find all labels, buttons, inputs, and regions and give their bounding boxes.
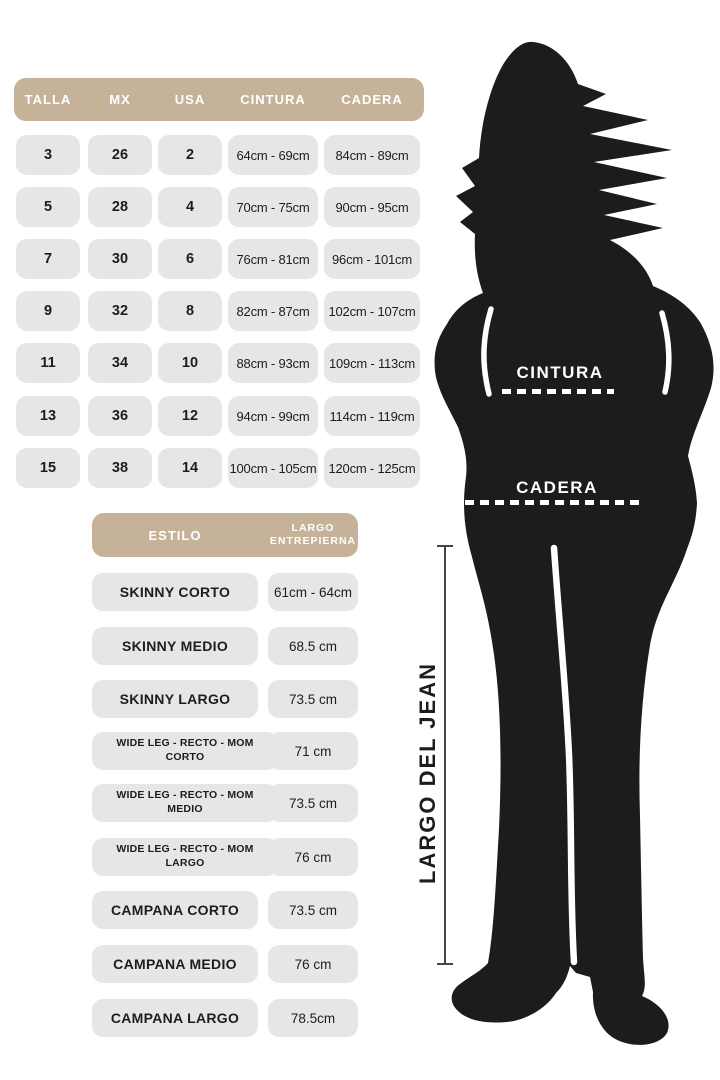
cadera-cell: 102cm - 107cm (324, 291, 420, 331)
largo-cell: 73.5 cm (268, 680, 358, 718)
usa-cell: 2 (158, 135, 222, 175)
style-header-largo-entrepierna: LARGO ENTREPIERNA (269, 521, 357, 547)
mx-cell: 34 (88, 343, 152, 383)
style-header-estilo: ESTILO (148, 527, 202, 543)
estilo-cell: WIDE LEG - RECTO - MOM MEDIO (92, 784, 278, 822)
estilo-cell: CAMPANA CORTO (92, 891, 258, 929)
cintura-cell: 82cm - 87cm (228, 291, 318, 331)
cintura-cell: 76cm - 81cm (228, 239, 318, 279)
cadera-cell: 96cm - 101cm (324, 239, 420, 279)
talla-cell: 15 (16, 448, 80, 488)
largo-cell: 68.5 cm (268, 627, 358, 665)
woman-silhouette (420, 0, 720, 1080)
talla-cell: 7 (16, 239, 80, 279)
largo-cell: 61cm - 64cm (268, 573, 358, 611)
largo-cell: 71 cm (268, 732, 358, 770)
measure-line-bottom-cap (437, 963, 453, 965)
cintura-cell: 64cm - 69cm (228, 135, 318, 175)
hip-label: CADERA (516, 478, 598, 497)
mx-cell: 36 (88, 396, 152, 436)
usa-cell: 6 (158, 239, 222, 279)
usa-cell: 4 (158, 187, 222, 227)
usa-cell: 8 (158, 291, 222, 331)
waist-dashed-line (502, 389, 614, 394)
cadera-cell: 120cm - 125cm (324, 448, 420, 488)
talla-cell: 13 (16, 396, 80, 436)
estilo-cell: CAMPANA LARGO (92, 999, 258, 1037)
cintura-cell: 88cm - 93cm (228, 343, 318, 383)
largo-cell: 73.5 cm (268, 891, 358, 929)
estilo-cell: WIDE LEG - RECTO - MOM LARGO (92, 838, 278, 876)
largo-cell: 76 cm (268, 945, 358, 983)
mx-cell: 32 (88, 291, 152, 331)
jean-length-label: LARGO DEL JEAN (415, 662, 440, 884)
talla-cell: 3 (16, 135, 80, 175)
measure-line (444, 545, 446, 965)
cintura-cell: 94cm - 99cm (228, 396, 318, 436)
mx-cell: 30 (88, 239, 152, 279)
largo-cell: 73.5 cm (268, 784, 358, 822)
cintura-cell: 70cm - 75cm (228, 187, 318, 227)
size-header-cadera: CADERA (341, 92, 403, 107)
size-header-mx: MX (109, 92, 131, 107)
estilo-cell: SKINNY MEDIO (92, 627, 258, 665)
usa-cell: 14 (158, 448, 222, 488)
cintura-cell: 100cm - 105cm (228, 448, 318, 488)
cadera-cell: 114cm - 119cm (324, 396, 420, 436)
mx-cell: 38 (88, 448, 152, 488)
cadera-cell: 90cm - 95cm (324, 187, 420, 227)
size-header-cintura: CINTURA (240, 92, 306, 107)
largo-cell: 78.5cm (268, 999, 358, 1037)
talla-cell: 9 (16, 291, 80, 331)
waist-label: CINTURA (516, 363, 604, 382)
size-header-talla: TALLA (24, 92, 72, 107)
cadera-cell: 84cm - 89cm (324, 135, 420, 175)
largo-cell: 76 cm (268, 838, 358, 876)
cadera-cell: 109cm - 113cm (324, 343, 420, 383)
talla-cell: 5 (16, 187, 80, 227)
hip-dashed-line (465, 500, 641, 505)
mx-cell: 28 (88, 187, 152, 227)
estilo-cell: SKINNY LARGO (92, 680, 258, 718)
estilo-cell: CAMPANA MEDIO (92, 945, 258, 983)
estilo-cell: WIDE LEG - RECTO - MOM CORTO (92, 732, 278, 770)
size-header-usa: USA (174, 92, 206, 107)
usa-cell: 10 (158, 343, 222, 383)
mx-cell: 26 (88, 135, 152, 175)
estilo-cell: SKINNY CORTO (92, 573, 258, 611)
talla-cell: 11 (16, 343, 80, 383)
usa-cell: 12 (158, 396, 222, 436)
